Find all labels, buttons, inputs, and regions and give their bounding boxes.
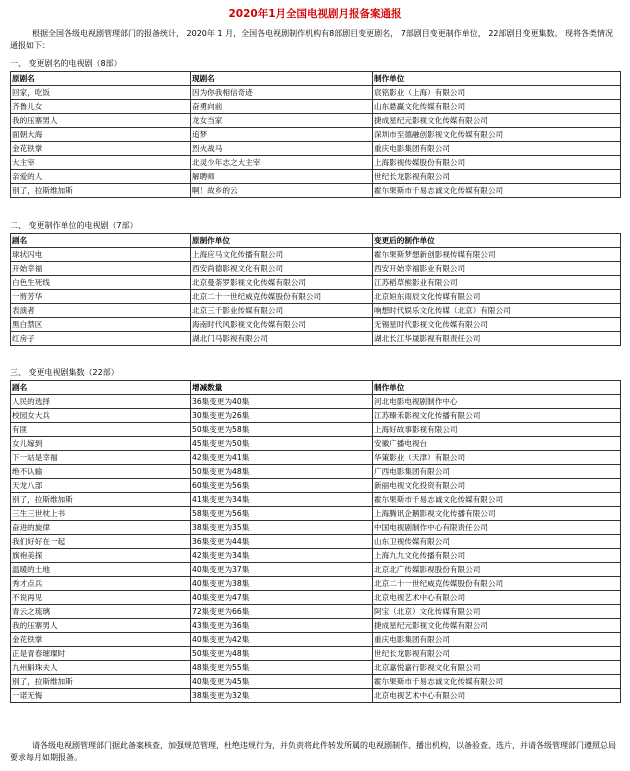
section1-heading: 一、 变更剧名的电视剧（8部） [10,59,122,68]
table-cell: 金花铁掌 [11,142,191,156]
table-cell: 捷成星纪元影视文化传媒有限公司 [373,114,621,128]
table-row [11,521,621,535]
table-cell: 烈火战马 [191,142,373,156]
table-row [11,437,621,451]
table-cell: 上海九九文化传播有限公司 [373,549,621,563]
table-cell: 三生三世枕上书 [11,507,191,521]
table-cell: 齐鲁儿女 [11,100,191,114]
table-cell: 世纪长龙影视有限公司 [373,170,621,184]
table-cell: 72集变更为66集 [191,605,373,619]
table-row [11,591,621,605]
table-cell: 江苏臻禾影视文化传播有限公司 [373,409,621,423]
table-cell: 58集变更为56集 [191,507,373,521]
table-row [11,276,621,290]
table-cell: 50集变更为48集 [191,647,373,661]
table-row [11,332,621,346]
table-cell: 重庆电影集团有限公司 [373,633,621,647]
table-row [11,290,621,304]
table-row [11,395,621,409]
table-cell: 海南时代风影视文化传媒有限公司 [191,318,373,332]
table-row [11,304,621,318]
table-row [11,633,621,647]
table-cell: 41集变更为34集 [191,493,373,507]
table-row [11,318,621,332]
table-row [11,493,621,507]
table-cell: 世纪长龙影视有限公司 [373,647,621,661]
table-cell: 我们好好在一起 [11,535,191,549]
table-cell: 青云之琉璃 [11,605,191,619]
table-cell: 红房子 [11,332,191,346]
table-cell: 50集变更为48集 [191,465,373,479]
table-cell: 啊！故乡的云 [191,184,373,198]
table-cell: 40集变更为42集 [191,633,373,647]
table-cell: 50集变更为58集 [191,423,373,437]
section2-heading: 二、 变更制作单位的电视剧（7部） [10,221,138,230]
table-cell: 一诺无悔 [11,689,191,703]
table-cell: 上海应马文化传播有限公司 [191,248,373,262]
table-cell: 40集变更为45集 [191,675,373,689]
table-cell: 霍尔果斯市千易志诚文化传媒有限公司 [373,675,621,689]
table-cell: 九州斛珠夫人 [11,661,191,675]
table-row [11,647,621,661]
table-row [11,549,621,563]
table-cell: 旗袍美探 [11,549,191,563]
table-cell: 捷成星纪元影视文化传媒有限公司 [373,619,621,633]
closing-paragraph: 请各级电视剧管理部门据此备案核查，加强规范管理，杜绝违规行为，并负责将此件转发所属的电视剧制作、播出机构，以备验查、选片，并请各级管理部门遵照总局要求每月如期报备。 [10,741,616,762]
table-cell: 上海影视传媒股份有限公司 [373,156,621,170]
table-cell: 40集变更为37集 [191,563,373,577]
table-row [11,507,621,521]
table-cell: 阿宝（北京）文化传媒有限公司 [373,605,621,619]
table-header-row [11,381,621,395]
table-cell: 湖北长江华晟影视有限责任公司 [373,332,621,346]
table-cell: 人民的选择 [11,395,191,409]
table-cell: 40集变更为38集 [191,577,373,591]
table-cell: 北京二十一世纪威克传媒股份有限公司 [373,577,621,591]
table-cell: 表演者 [11,304,191,318]
table-cell: 河北电影电视剧制作中心 [373,395,621,409]
table-cell: 江苏稻草熊影业有限公司 [373,276,621,290]
table-cell: 大主宰 [11,156,191,170]
table-cell: 宸铭影业（上海）有限公司 [373,86,621,100]
table-cell: 新丽电视文化投资有限公司 [373,479,621,493]
table-cell: 42集变更为34集 [191,549,373,563]
table-cell: 上海腾讯企鹅影视文化传播有限公司 [373,507,621,521]
table-row [11,409,621,423]
table-row [11,170,621,184]
table-cell: 北京曼荼罗影视文化传媒有限公司 [191,276,373,290]
column-header: 剧名 [11,234,191,248]
table-row [11,465,621,479]
table-cell: 别了，拉斯维加斯 [11,675,191,689]
table-cell: 我的压寨男人 [11,114,191,128]
table-row [11,605,621,619]
table-cell: 霍尔果斯梦想新创影视传媒有限公司 [373,248,621,262]
table-cell: 不说再见 [11,591,191,605]
table-cell: 别了，拉斯维加斯 [11,493,191,507]
table-cell: 响想时代娱乐文化传媒（北京）有限公司 [373,304,621,318]
table-cell: 北京嘉悦嘉行影视文化有限公司 [373,661,621,675]
column-header: 原制作单位 [191,234,373,248]
table-cell: 解聘师 [191,170,373,184]
table-cell: 深圳市至德融创影视文化传媒有限公司 [373,128,621,142]
table-cell: 一剪芳华 [11,290,191,304]
table-cell: 开始幸福 [11,262,191,276]
column-header: 剧名 [11,381,191,395]
table-cell: 43集变更为36集 [191,619,373,633]
table-cell: 安徽广播电视台 [373,437,621,451]
table-cell: 秀才点兵 [11,577,191,591]
rename-table [10,71,621,198]
column-header: 增减数量 [191,381,373,395]
table-row [11,577,621,591]
table-cell: 北京电视艺术中心有限公司 [373,689,621,703]
table-cell: 黑白禁区 [11,318,191,332]
table-cell: 无锡星时代影视文化传媒有限公司 [373,318,621,332]
table-cell: 金花铁掌 [11,633,191,647]
table-cell: 45集变更为50集 [191,437,373,451]
table-row [11,248,621,262]
table-cell: 因为你我相信奇迹 [191,86,373,100]
table-row [11,479,621,493]
table-row [11,184,621,198]
table-row [11,535,621,549]
table-row [11,262,621,276]
table-cell: 山东卫视传媒有限公司 [373,535,621,549]
table-row [11,100,621,114]
table-cell: 天龙八部 [11,479,191,493]
table-header-row [11,72,621,86]
table-cell: 西安开始幸福影业有限公司 [373,262,621,276]
column-header: 现剧名 [191,72,373,86]
table-cell: 北京北广传媒影视股份有限公司 [373,563,621,577]
table-cell: 下一站是幸福 [11,451,191,465]
table-row [11,451,621,465]
table-cell: 白色生死线 [11,276,191,290]
table-cell: 北灵少年志之大主宰 [191,156,373,170]
table-row [11,86,621,100]
table-cell: 追梦 [191,128,373,142]
table-cell: 60集变更为56集 [191,479,373,493]
table-cell: 正是青春璀璨时 [11,647,191,661]
table-cell: 霍尔果斯市千易志诚文化传媒有限公司 [373,184,621,198]
table-row [11,619,621,633]
table-row [11,563,621,577]
table-cell: 回家，吃饭 [11,86,191,100]
table-row [11,156,621,170]
page-title: 2020年1月全国电视剧月报备案通报 [228,8,402,20]
table-cell: 北京姮东雨辰文化传媒有限公司 [373,290,621,304]
table-cell: 北京二十一世纪威克传媒股份有限公司 [191,290,373,304]
table-row [11,661,621,675]
table-cell: 湖北门马影视有限公司 [191,332,373,346]
table-cell: 42集变更为41集 [191,451,373,465]
table-cell: 38集变更为32集 [191,689,373,703]
column-header: 制作单位 [373,381,621,395]
table-cell: 北京电视艺术中心有限公司 [373,591,621,605]
table-cell: 重庆电影集团有限公司 [373,142,621,156]
table-cell: 华策影业（天津）有限公司 [373,451,621,465]
table-cell: 球状闪电 [11,248,191,262]
table-cell: 上海好故事影视有限公司 [373,423,621,437]
table-cell: 霍尔果斯市千易志诚文化传媒有限公司 [373,493,621,507]
table-cell: 36集变更为44集 [191,535,373,549]
section3-heading: 三、 变更电视剧集数（22部） [10,368,119,377]
table-cell: 龙女当家 [191,114,373,128]
episode-change-table [10,380,621,703]
table-cell: 温暖的土地 [11,563,191,577]
table-row [11,114,621,128]
table-cell: 38集变更为35集 [191,521,373,535]
table-cell: 绝不认输 [11,465,191,479]
table-cell: 女儿嫁到 [11,437,191,451]
table-cell: 36集变更为40集 [191,395,373,409]
column-header: 制作单位 [373,72,621,86]
table-cell: 广西电影集团有限公司 [373,465,621,479]
table-cell: 我的压寨男人 [11,619,191,633]
table-cell: 亲爱的人 [11,170,191,184]
intro-paragraph: 根据全国各级电视剧管理部门的报备统计， 2020年 1 月，全国各电视剧制作机构有8部剧目变更剧名， 7部剧目变更制作单位， 22部剧目变更集数。 现将各类情况通报如下： [10,29,614,50]
table-cell: 山东悬赢文化传媒有限公司 [373,100,621,114]
table-row [11,142,621,156]
table-cell: 西安尚德影视文化有限公司 [191,262,373,276]
table-cell: 40集变更为47集 [191,591,373,605]
column-header: 原剧名 [11,72,191,86]
table-row [11,675,621,689]
table-header-row [11,234,621,248]
table-cell: 奋勇向前 [191,100,373,114]
table-row [11,689,621,703]
table-cell: 北京三千影业传媒有限公司 [191,304,373,318]
table-cell: 48集变更为55集 [191,661,373,675]
table-cell: 30集变更为26集 [191,409,373,423]
column-header: 变更后的制作单位 [373,234,621,248]
table-row [11,128,621,142]
table-row [11,423,621,437]
table-cell: 奋进的旋律 [11,521,191,535]
table-cell: 有匪 [11,423,191,437]
table-cell: 面朝大海 [11,128,191,142]
table-cell: 校园女大兵 [11,409,191,423]
table-cell: 别了，拉斯维加斯 [11,184,191,198]
producer-change-table [10,233,621,346]
table-cell: 中国电视剧制作中心有限责任公司 [373,521,621,535]
